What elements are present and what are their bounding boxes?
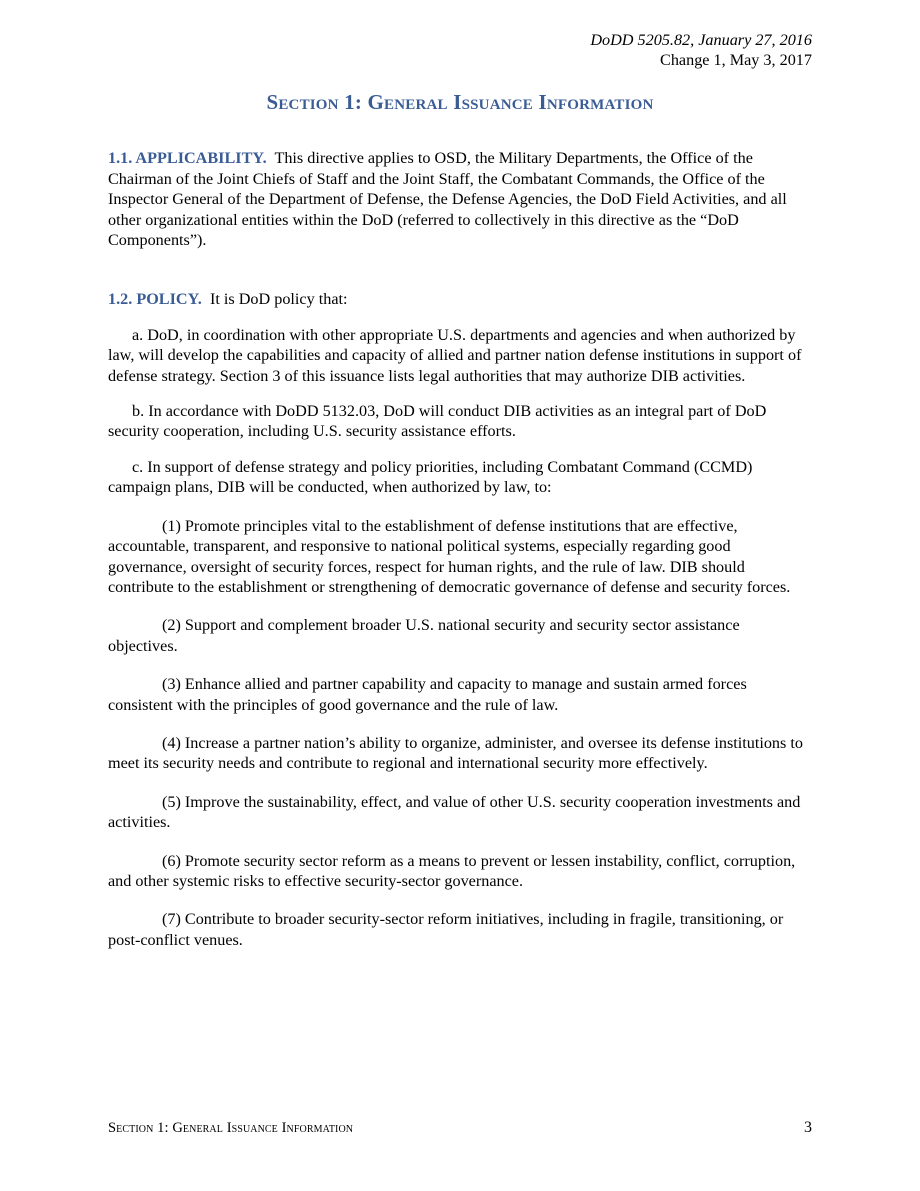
policy-subitem-5: (5) Improve the sustainability, effect, and value of other U.S. security cooperation investments and activities. bbox=[108, 792, 801, 832]
policy-item-c: c. In support of defense strategy and policy priorities, including Combatant Command (CCMD) campaign plans, DIB will be conducted, when authorized by law, to: bbox=[108, 457, 753, 497]
policy-item-a: a. DoD, in coordination with other appropriate U.S. departments and agencies and when authorized by law, will develop the capabilities and capacity of allied and partner nation defense institutions in support of defense strategy. Section 3 of this issuance lists legal authorities that may authorize DIB activities. bbox=[108, 325, 802, 385]
applicability-text: This directive applies to OSD, the Military Departments, the Office of the Chairman of the Joint Chiefs of Staff and the Joint Staff, the Combatant Commands, the Office of the Inspector General of the Department of Defense, the Defense Agencies, the DoD Field Activities, and all other organizational entities within the DoD (referred to collectively in this directive as the “DoD Components”). bbox=[108, 149, 787, 250]
policy-subitem-6: (6) Promote security sector reform as a means to prevent or lessen instability, conflict, corruption, and other systemic risks to effective security-sector governance. bbox=[108, 851, 796, 890]
document-page bbox=[108, 30, 812, 950]
policy-subitem-1: (1) Promote principles vital to the establishment of defense institutions that are effective, accountable, transparent, and responsive to national political systems, especially regarding good governance, oversight of security forces, respect for human rights, and the rule of law. DIB should contribute to the establishment or strengthening of democratic governance of defense and security forces. bbox=[108, 516, 791, 596]
directive-reference: DoDD 5205.82, January 27, 2016 bbox=[590, 31, 812, 49]
policy-item-b: b. In accordance with DoDD 5132.03, DoD will conduct DIB activities as an integral part of DoD security cooperation, including U.S. security assistance efforts. bbox=[108, 402, 767, 441]
policy-heading: 1.2. POLICY. bbox=[108, 290, 202, 309]
section-title: Section 1: General Issuance Information bbox=[266, 90, 654, 114]
document-header bbox=[108, 30, 812, 70]
page-number: 3 bbox=[804, 1119, 812, 1136]
policy-paragraph bbox=[108, 289, 812, 309]
change-notice: Change 1, May 3, 2017 bbox=[660, 51, 812, 69]
applicability-paragraph bbox=[108, 148, 812, 250]
policy-subitem-2: (2) Support and complement broader U.S. national security and security sector assistance objectives. bbox=[108, 616, 740, 655]
policy-subitem-3: (3) Enhance allied and partner capability and capacity to manage and sustain armed forces consistent with the principles of good governance and the rule of law. bbox=[108, 675, 747, 714]
policy-subitem-4: (4) Increase a partner nation’s ability to organize, administer, and oversee its defense institutions to meet its security needs and contribute to regional and international security more effectively. bbox=[108, 733, 803, 773]
policy-subitem-7: (7) Contribute to broader security-sector reform initiatives, including in fragile, transitioning, or post-conflict venues. bbox=[108, 910, 784, 949]
page-footer bbox=[108, 1118, 812, 1138]
footer-section-title: Section 1: General Issuance Information bbox=[108, 1120, 354, 1136]
policy-intro: It is DoD policy that: bbox=[209, 290, 348, 309]
applicability-heading: 1.1. APPLICABILITY. bbox=[108, 149, 267, 168]
